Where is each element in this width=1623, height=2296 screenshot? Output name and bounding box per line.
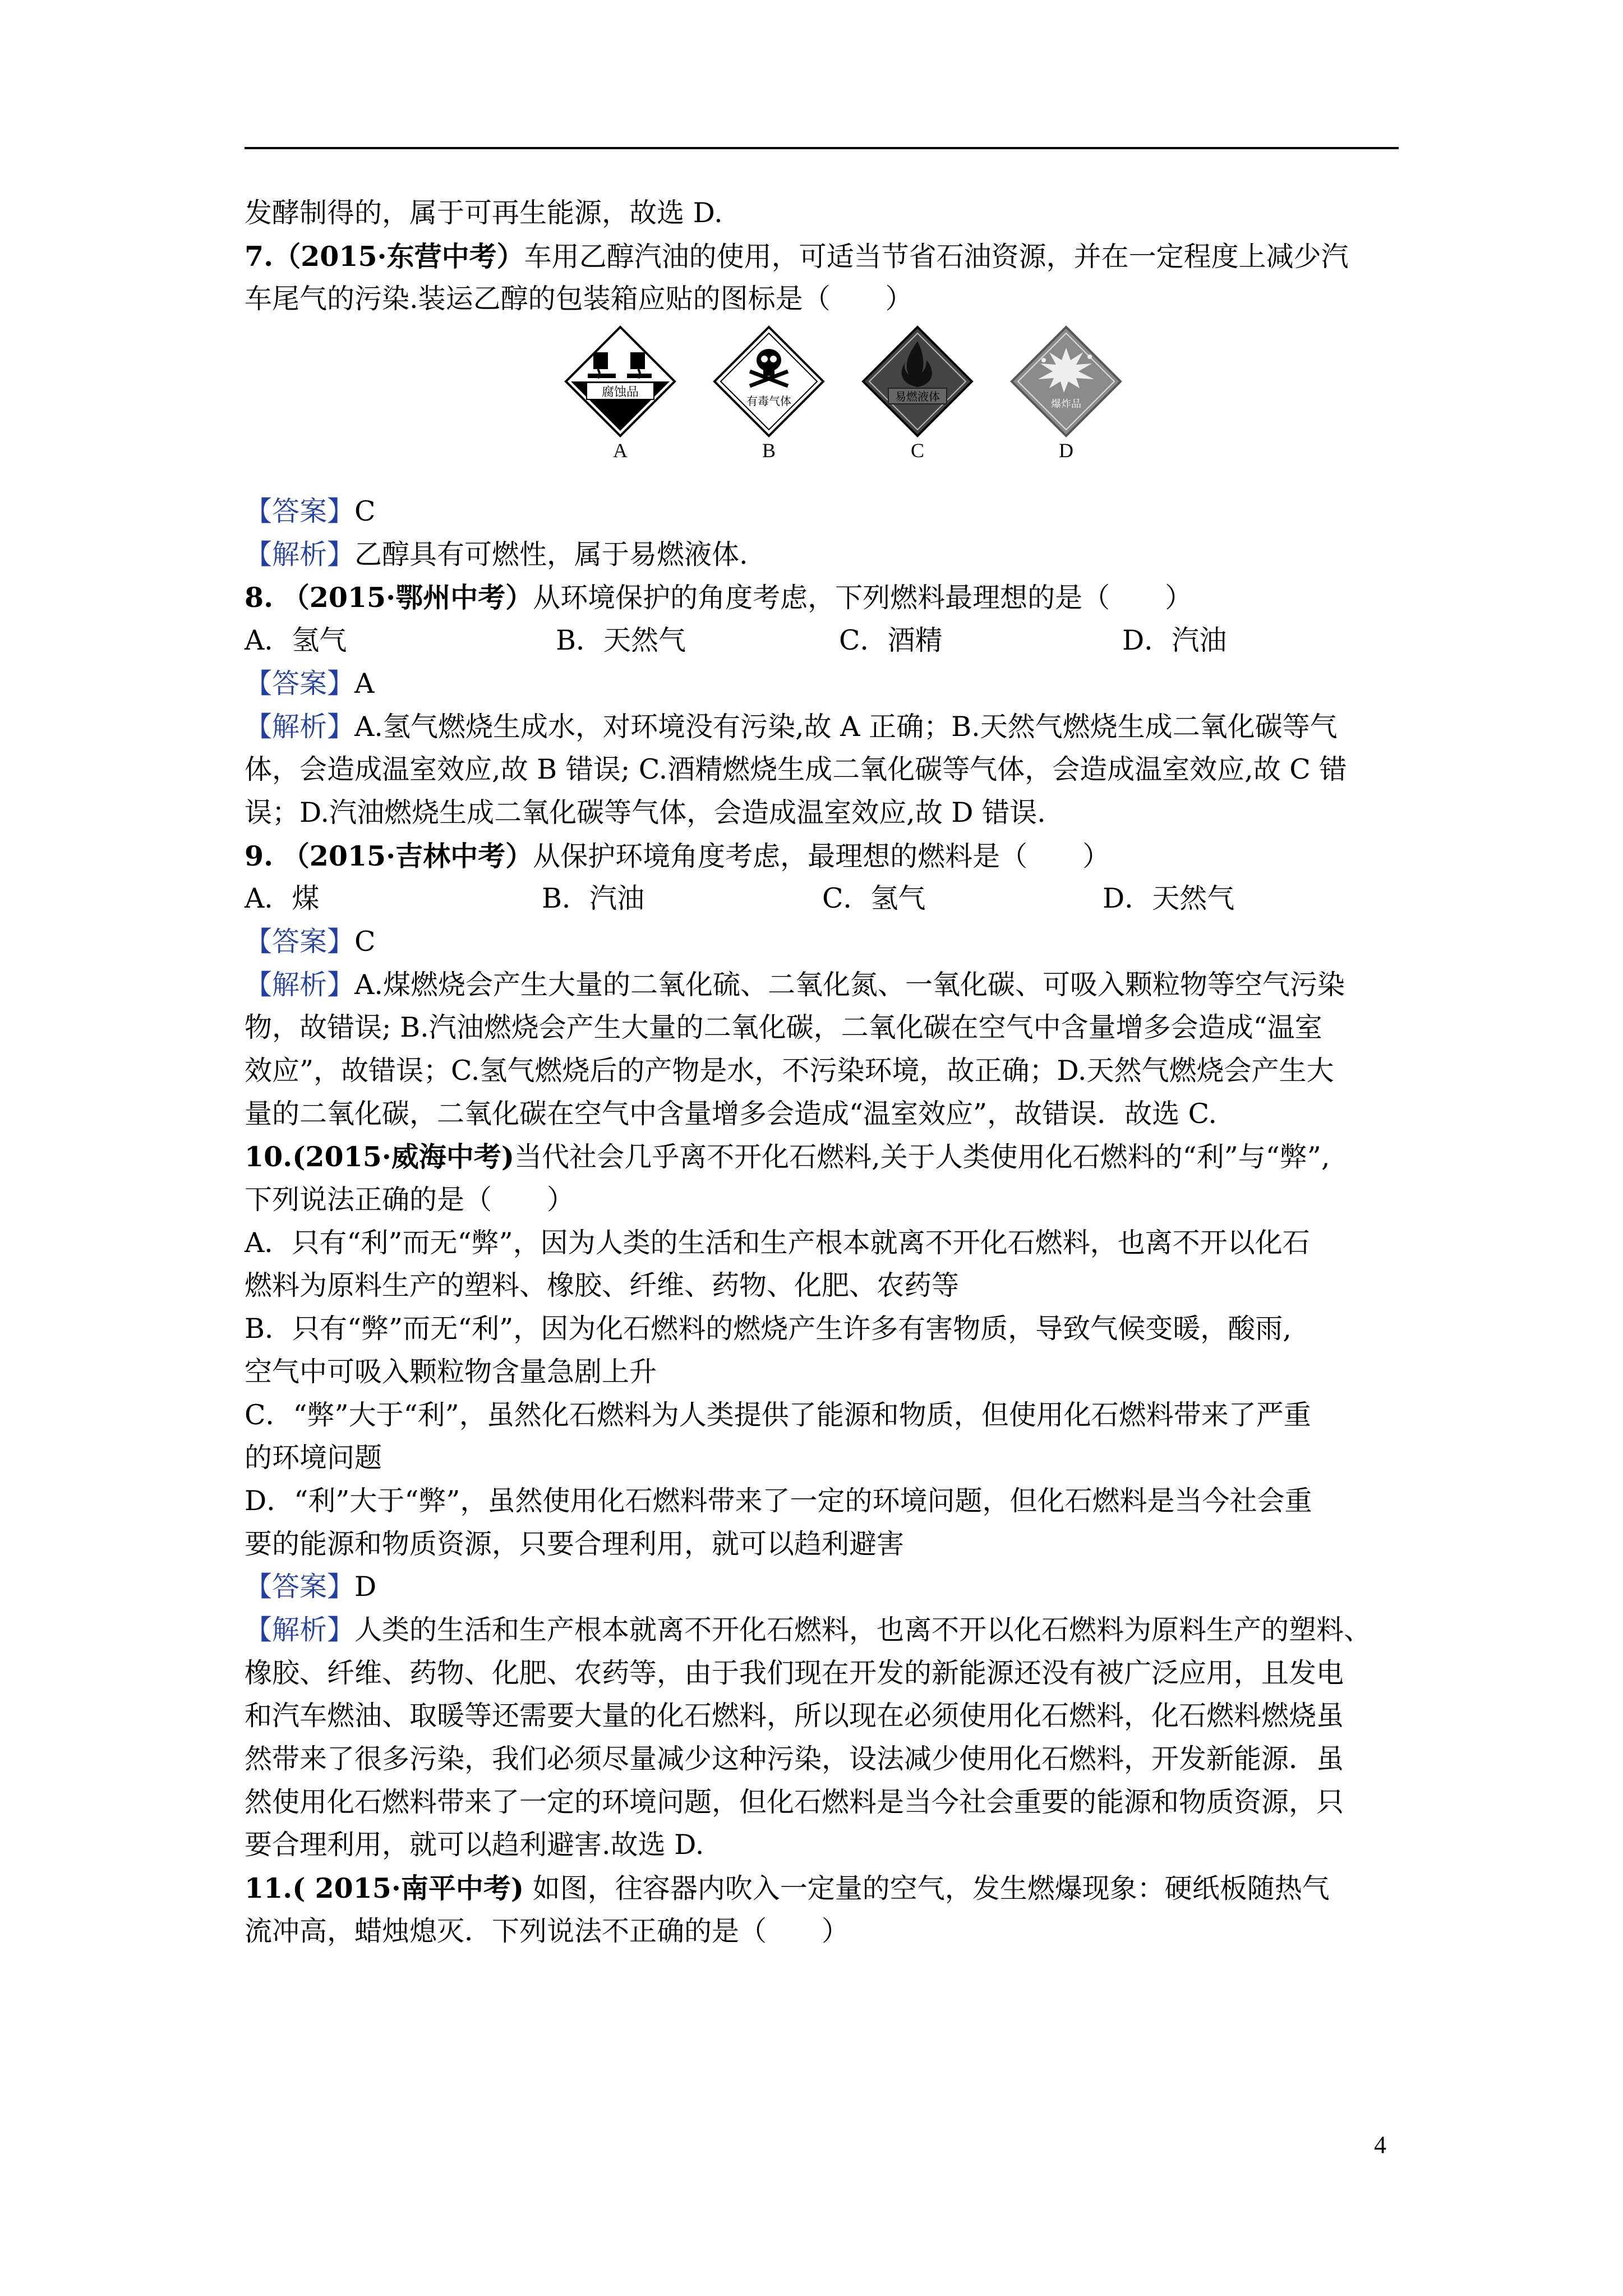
q10-analysis-line4: 然带来了很多污染，我们必须尽量减少这种污染，设法减少使用化石燃料，开发新能源．虽: [245, 1743, 1344, 1775]
hazard-letter-a: A: [613, 439, 628, 462]
q9-option-b: B．汽油: [542, 882, 645, 915]
hazard-option-c: [861, 325, 974, 463]
q7-stem-line2: 车尾气的污染.装运乙醇的包装箱应贴的图标是（ ）: [245, 283, 913, 315]
q8-option-a: A．氢气: [245, 624, 347, 657]
q8-options: [245, 619, 1405, 662]
explosion-icon: [1010, 325, 1122, 438]
q10-stem-line1: 10.(2015·威海中考)当代社会几乎离不开化石燃料,关于人类使用化石燃料的“利”与“弊”,: [245, 1140, 1330, 1174]
q11-stem-line2: 流冲高，蜡烛熄灭．下列说法不正确的是（ ）: [245, 1915, 850, 1947]
q10-analysis-line1: 【解析】人类的生活和生产根本就离不开化石燃料，也离不开以化石燃料为原料生产的塑料、: [245, 1613, 1372, 1646]
hazard-letter-b: B: [762, 439, 776, 462]
q10-option-a-line2: 燃料为原料生产的塑料、橡胶、纤维、药物、化肥、农药等: [245, 1269, 960, 1302]
svg-text:爆炸品: 爆炸品: [1051, 398, 1081, 411]
page-number: 4: [1374, 2131, 1386, 2159]
skull-toxic-icon: [713, 325, 825, 438]
q7-analysis: 【解析】乙醇具有可燃性，属于易燃液体.: [245, 538, 748, 570]
q7-number: 7.: [245, 240, 274, 273]
q9-answer: 【答案】C: [245, 925, 376, 958]
q8-analysis-line1: 【解析】A.氢气燃烧生成水，对环境没有污染,故 A 正确；B.天然气燃烧生成二氧化碳等气: [245, 710, 1338, 743]
q10-option-b-line1: B．只有“弊”而无“利”，因为化石燃料的燃烧产生许多有害物质，导致气候变暖，酸雨,: [245, 1313, 1292, 1345]
q10-option-d-line2: 要的能源和物质资源，只要合理利用，就可以趋利避害: [245, 1527, 905, 1560]
q10-option-c-line1: C．“弊”大于“利”，虽然化石燃料为人类提供了能源和物质，但使用化石燃料带来了严重: [245, 1398, 1311, 1431]
q8-option-b: B．天然气: [556, 624, 686, 657]
q9-option-d: D．天然气: [1103, 882, 1235, 915]
q8-analysis-line3: 误；D.汽油燃烧生成二氧化碳等气体，会造成温室效应,故 D 错误.: [245, 796, 1046, 829]
q10-option-d-line1: D．“利”大于“弊”，虽然使用化石燃料带来了一定的环境问题，但化石燃料是当今社会重: [245, 1484, 1312, 1517]
q9-options: [245, 877, 1405, 921]
q8-stem: 8. （2015·鄂州中考）从环境保护的角度考虑，下列燃料最理想的是（ ）: [245, 581, 1193, 614]
analysis-tag: 【解析】: [245, 538, 355, 570]
svg-text:腐蚀品: 腐蚀品: [601, 385, 639, 400]
document-body: [245, 192, 1405, 1953]
corrosive-icon: [564, 325, 676, 438]
q10-analysis-line3: 和汽车燃油、取暖等还需要大量的化石燃料，所以现在必须使用化石燃料，化石燃料燃烧虽: [245, 1700, 1344, 1732]
q7-stem: 车用乙醇汽油的使用，可适当节省石油资源，并在一定程度上减少汽: [524, 240, 1349, 273]
q10-option-c-line2: 的环境问题: [245, 1442, 382, 1474]
q7-stem-line1: [245, 235, 1405, 278]
q10-analysis-line2: 橡胶、纤维、药物、化肥、农药等，由于我们现在开发的新能源还没有被广泛应用，且发电: [245, 1657, 1344, 1689]
q10-answer: 【答案】D: [245, 1571, 377, 1603]
flame-icon: [861, 325, 974, 438]
hazard-icons-row: [245, 325, 1405, 477]
q8-option-c: C．酒精: [839, 624, 943, 657]
q9-option-a: A．煤: [245, 882, 320, 915]
q8-analysis-line2: 体，会造成温室效应,故 B 错误; C.酒精燃烧生成二氧化碳等气体，会造成温室效应,故 C 错: [245, 753, 1347, 786]
q9-option-c: C．氢气: [822, 882, 926, 915]
q6-tail: 发酵制得的，属于可再生能源，故选 D.: [245, 197, 723, 229]
svg-text:有毒气体: 有毒气体: [746, 394, 791, 408]
q10-analysis-line5: 然使用化石燃料带来了一定的环境问题，但化石燃料是当今社会重要的能源和物质资源，只: [245, 1786, 1344, 1818]
hazard-option-d: [1010, 325, 1122, 463]
svg-text:易燃液体: 易燃液体: [895, 390, 940, 404]
header-rule: [245, 147, 1399, 149]
q9-analysis-line2: 物，故错误; B.汽油燃烧会产生大量的二氧化碳，二氧化碳在空气中含量增多会造成“温室: [245, 1011, 1322, 1044]
q8-option-d: D．汽油: [1122, 624, 1227, 657]
q10-stem-line2: 下列说法正确的是（ ）: [245, 1184, 575, 1216]
q9-stem: 9. （2015·吉林中考）从保护环境角度考虑，最理想的燃料是（ ）: [245, 839, 1110, 872]
q9-analysis-line4: 量的二氧化碳，二氧化碳在空气中含量增多会造成“温室效应”，故错误．故选 C.: [245, 1097, 1217, 1130]
q8-answer: 【答案】A: [245, 667, 375, 700]
q9-analysis-line3: 效应”，故错误；C.氢气燃烧后的产物是水，不污染环境，故正确；D.天然气燃烧会产生大: [245, 1055, 1334, 1087]
hazard-letter-d: D: [1059, 439, 1073, 462]
hazard-option-a: [564, 325, 676, 463]
q10-option-b-line2: 空气中可吸入颗粒物含量急剧上升: [245, 1355, 657, 1388]
hazard-option-b: [713, 325, 825, 463]
q11-stem-line1: 11.( 2015·南平中考) 如图，往容器内吹入一定量的空气，发生燃爆现象：硬纸板随热气: [245, 1872, 1330, 1905]
hazard-letter-c: C: [910, 439, 924, 462]
answer-tag: 【答案】: [245, 495, 355, 528]
q7-answer: 【答案】C: [245, 495, 376, 528]
q7-source: （2015·东营中考）: [273, 240, 524, 273]
q9-analysis-line1: 【解析】A.煤燃烧会产生大量的二氧化硫、二氧化氮、一氧化碳、可吸入颗粒物等空气污染: [245, 968, 1345, 1001]
q10-option-a-line1: A．只有“利”而无“弊”，因为人类的生活和生产根本就离不开化石燃料，也离不开以化石: [245, 1226, 1310, 1259]
q10-analysis-line6: 要合理利用，就可以趋利避害.故选 D.: [245, 1829, 704, 1861]
